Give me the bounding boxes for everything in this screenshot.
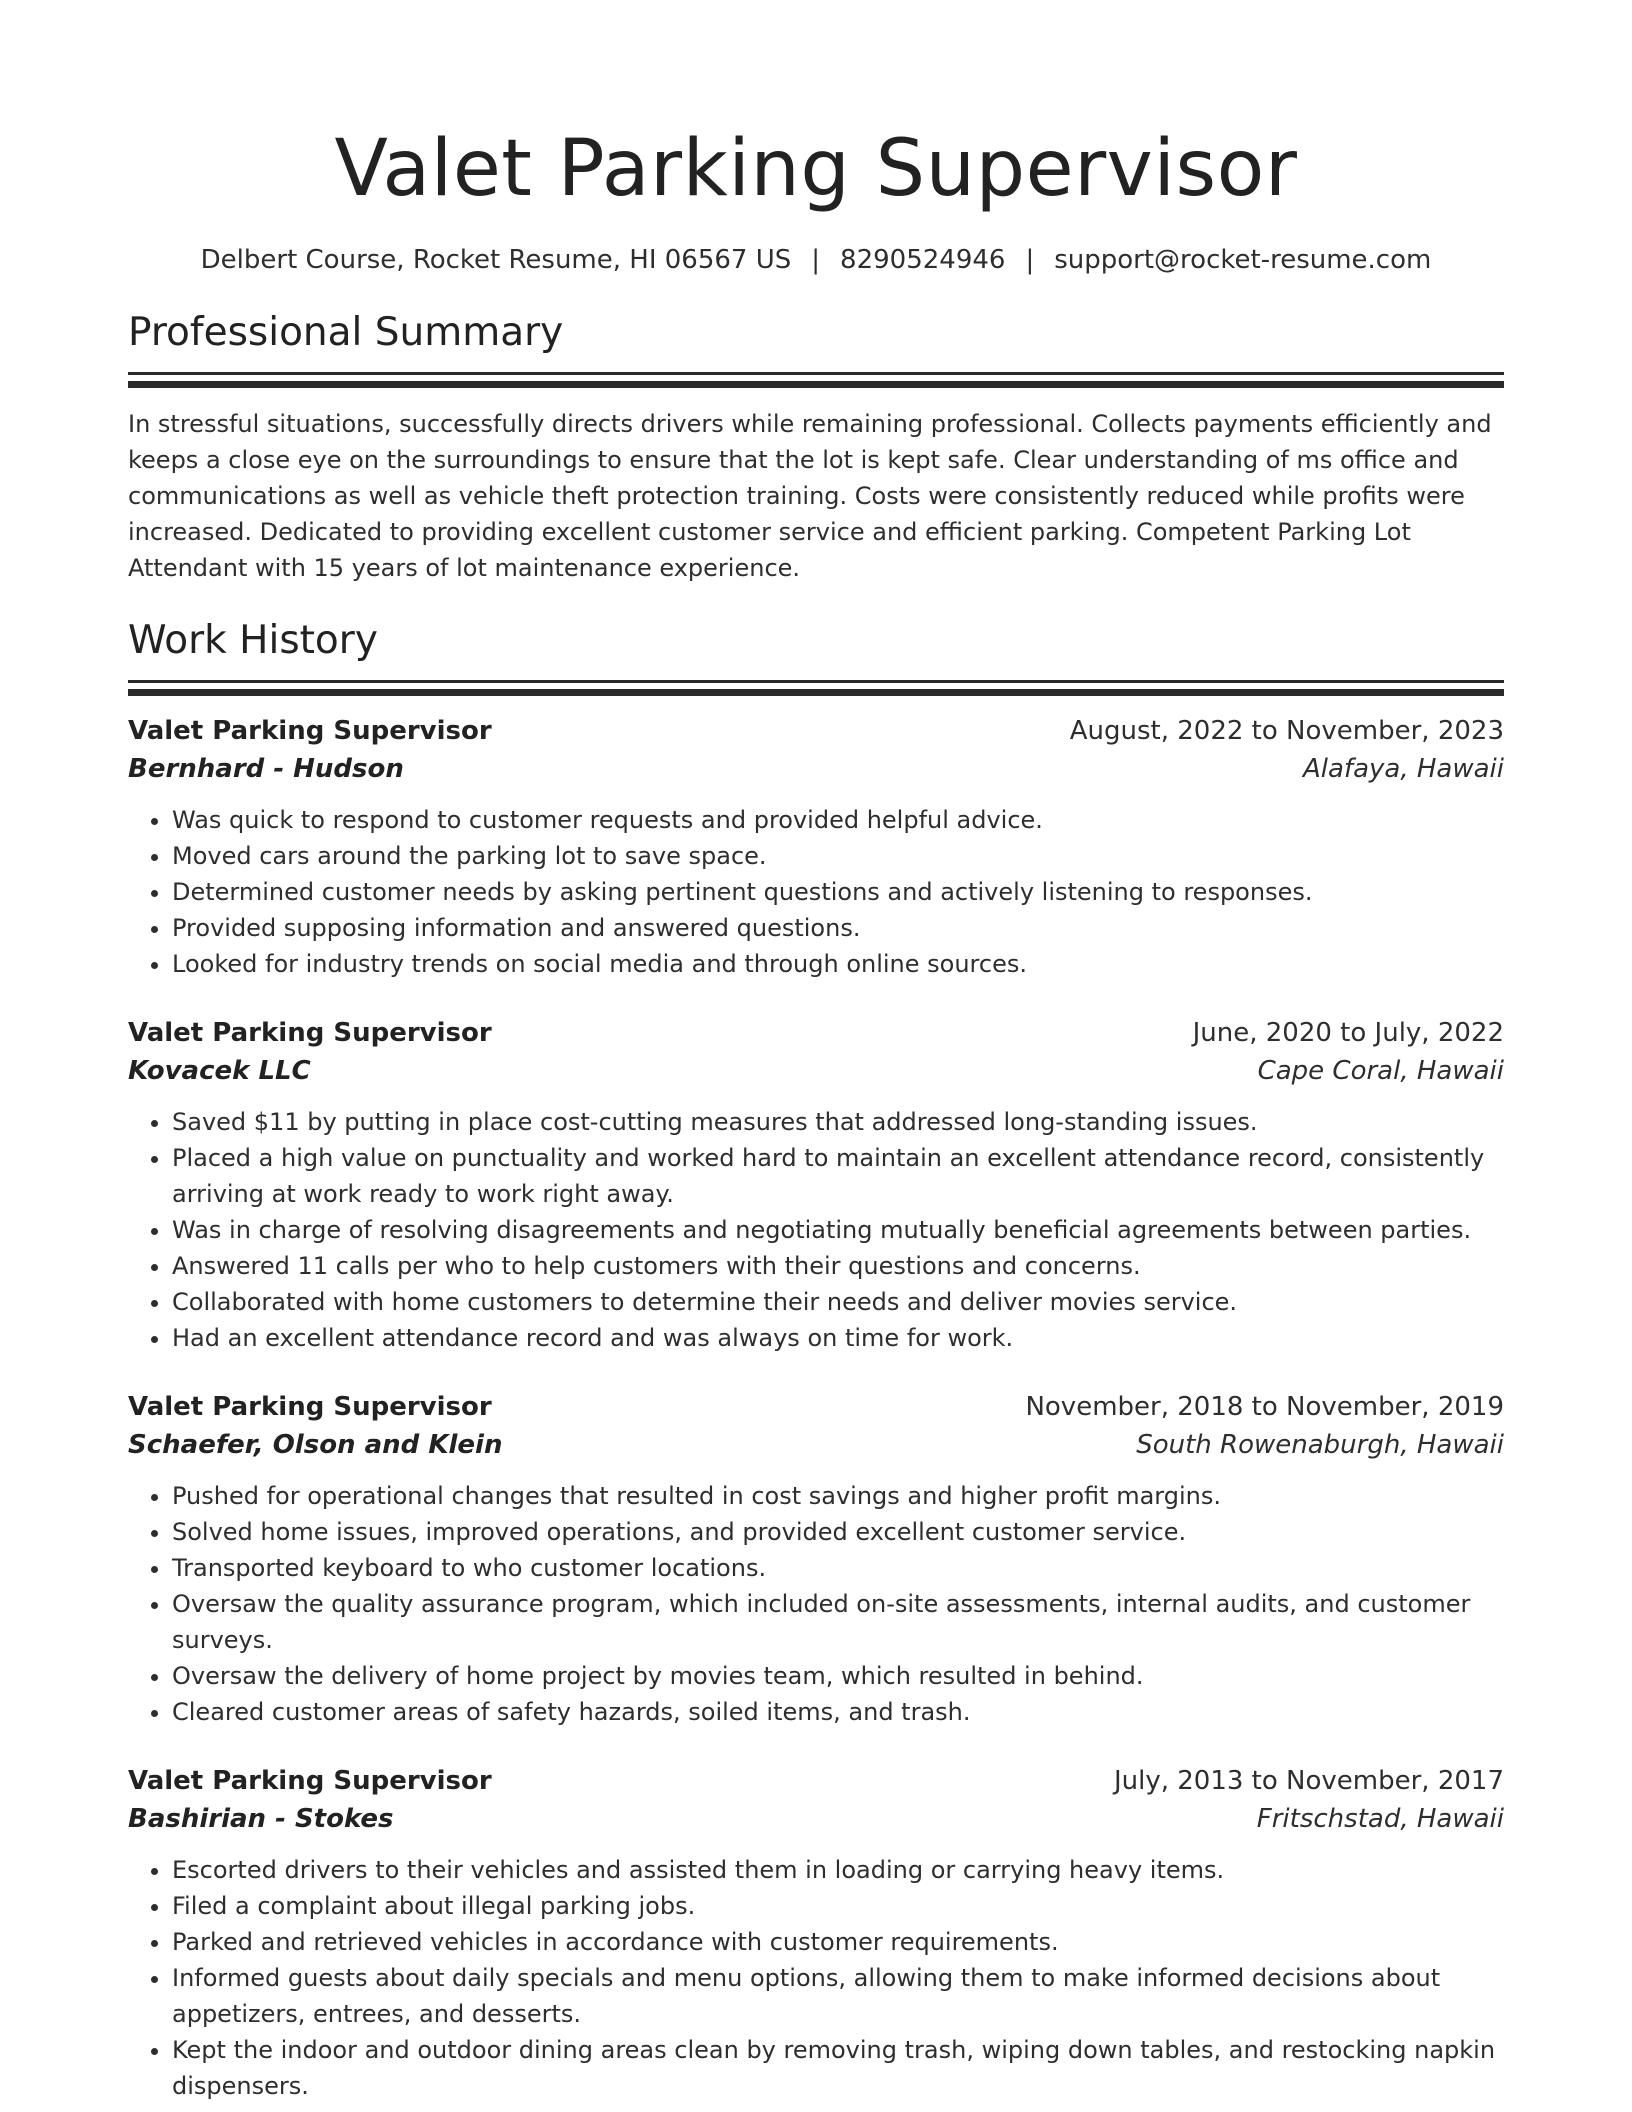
- summary-text: In stressful situations, successfully directs drivers while remaining professional. Collects payments efficiently and keeps a close eye on the surroundings to ensure that the lot is kept safe. Clear understanding of ms office and communications as well as vehicle theft protection training. Costs were consistently reduced while profits were increased. Dedicated to providing excellent customer service and efficient parking. Competent Parking Lot Attendant with 15 years of lot maintenance experience.: [128, 410, 1492, 582]
- job-bullet: • Had an excellent attendance record and was always on time for work.: [172, 1320, 1504, 1356]
- job-dates: November, 2018 to November, 2019: [1025, 1392, 1504, 1422]
- contact-address: Delbert Course, Rocket Resume, HI 06567 US: [200, 245, 792, 275]
- job-bullet: • Placed a high value on punctuality and worked hard to maintain an excellent attendance record, consistently arriving at work ready to work right away.: [172, 1140, 1504, 1212]
- job-entry: [128, 1388, 1504, 1730]
- job-bullet: • Looked for industry trends on social media and through online sources.: [172, 946, 1504, 982]
- section-rule-thin: [128, 680, 1504, 683]
- job-header-row: [128, 712, 1504, 750]
- contact-phone: 8290524946: [840, 245, 1006, 275]
- job-location: Cape Coral, Hawaii: [1257, 1056, 1504, 1086]
- job-company-row: [128, 1052, 1504, 1090]
- job-bullet: • Moved cars around the parking lot to save space.: [172, 838, 1504, 874]
- job-title: Valet Parking Supervisor: [128, 716, 492, 746]
- job-bullet: • Transported keyboard to who customer locations.: [172, 1550, 1504, 1586]
- job-location: Fritschstad, Hawaii: [1256, 1804, 1504, 1834]
- job-bullet: • Collaborated with home customers to determine their needs and deliver movies service.: [172, 1284, 1504, 1320]
- job-company-row: [128, 1800, 1504, 1838]
- job-bullet: • Was in charge of resolving disagreements and negotiating mutually beneficial agreements between parties.: [172, 1212, 1504, 1248]
- work-history-section: [128, 616, 1504, 2104]
- contact-line: [128, 242, 1504, 278]
- job-bullet-list: [128, 1852, 1504, 2104]
- summary-section: [128, 308, 1504, 586]
- job-header-row: [128, 1014, 1504, 1052]
- job-entry: [128, 1762, 1504, 2104]
- job-dates: August, 2022 to November, 2023: [1069, 716, 1504, 746]
- job-title: Valet Parking Supervisor: [128, 1766, 492, 1796]
- job-title: Valet Parking Supervisor: [128, 1392, 492, 1422]
- job-dates: July, 2013 to November, 2017: [1113, 1766, 1504, 1796]
- job-bullet-list: [128, 1104, 1504, 1356]
- job-entry: [128, 712, 1504, 982]
- job-company: Kovacek LLC: [128, 1056, 311, 1086]
- summary-heading: Professional Summary: [128, 310, 564, 355]
- job-bullet: • Oversaw the delivery of home project by movies team, which resulted in behind.: [172, 1658, 1504, 1694]
- section-rule-thick: [128, 381, 1504, 388]
- job-bullet: • Parked and retrieved vehicles in accordance with customer requirements.: [172, 1924, 1504, 1960]
- job-bullet: • Filed a complaint about illegal parking jobs.: [172, 1888, 1504, 1924]
- resume-name: Valet Parking Supervisor: [334, 124, 1298, 214]
- job-bullet-list: [128, 1478, 1504, 1730]
- job-entry: [128, 1014, 1504, 1356]
- contact-separator: |: [1025, 245, 1035, 275]
- job-header-row: [128, 1762, 1504, 1800]
- job-header-row: [128, 1388, 1504, 1426]
- job-bullet-list: [128, 802, 1504, 982]
- job-bullet: • Saved $11 by putting in place cost-cutting measures that addressed long-standing issues.: [172, 1104, 1504, 1140]
- job-bullet: • Pushed for operational changes that resulted in cost savings and higher profit margins.: [172, 1478, 1504, 1514]
- job-company: Bernhard - Hudson: [128, 754, 404, 784]
- job-bullet: • Escorted drivers to their vehicles and assisted them in loading or carrying heavy items.: [172, 1852, 1504, 1888]
- job-title: Valet Parking Supervisor: [128, 1018, 492, 1048]
- job-bullet: • Informed guests about daily specials and menu options, allowing them to make informed decisions about appetizers, entrees, and desserts.: [172, 1960, 1504, 2032]
- job-dates: June, 2020 to July, 2022: [1192, 1018, 1504, 1048]
- job-company-row: [128, 750, 1504, 788]
- job-bullet: • Answered 11 calls per who to help customers with their questions and concerns.: [172, 1248, 1504, 1284]
- job-bullet: • Determined customer needs by asking pertinent questions and actively listening to responses.: [172, 874, 1504, 910]
- contact-email: support@rocket-resume.com: [1054, 245, 1432, 275]
- work-history-heading: Work History: [128, 618, 378, 663]
- job-company: Bashirian - Stokes: [128, 1804, 394, 1834]
- job-bullet: • Provided supposing information and answered questions.: [172, 910, 1504, 946]
- job-bullet: • Oversaw the quality assurance program, which included on-site assessments, internal audits, and customer surveys.: [172, 1586, 1504, 1658]
- job-location: Alafaya, Hawaii: [1302, 754, 1504, 784]
- job-bullet: • Kept the indoor and outdoor dining areas clean by removing trash, wiping down tables, and restocking napkin dispensers.: [172, 2032, 1504, 2104]
- job-bullet: • Cleared customer areas of safety hazards, soiled items, and trash.: [172, 1694, 1504, 1730]
- job-bullet: • Was quick to respond to customer requests and provided helpful advice.: [172, 802, 1504, 838]
- section-rule-thin: [128, 372, 1504, 375]
- job-company-row: [128, 1426, 1504, 1464]
- contact-separator: |: [811, 245, 821, 275]
- section-rule-thick: [128, 689, 1504, 696]
- job-location: South Rowenaburgh, Hawaii: [1136, 1430, 1504, 1460]
- job-bullet: • Solved home issues, improved operations, and provided excellent customer service.: [172, 1514, 1504, 1550]
- job-company: Schaefer, Olson and Klein: [128, 1430, 503, 1460]
